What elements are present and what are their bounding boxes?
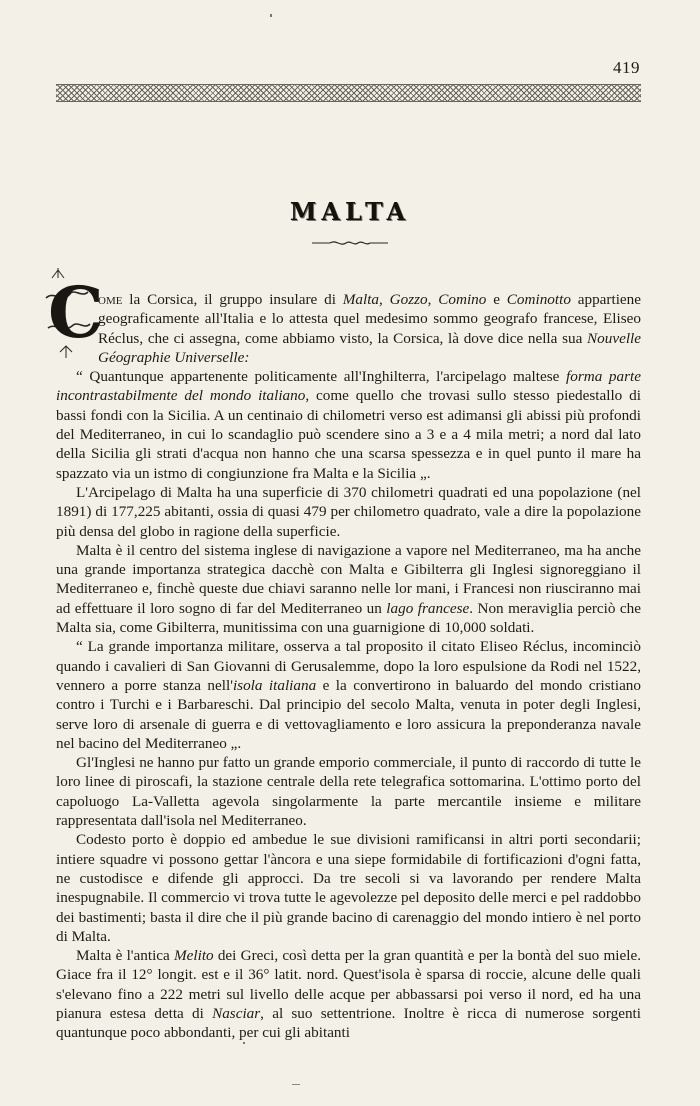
paragraph [56, 367, 641, 483]
text-run: “ Quantunque appartenente politicamente all'Inghilterra, l'arcipelago maltese [76, 368, 567, 386]
text-run: , [379, 291, 390, 308]
text-run: , come quello che trovasi sullo stesso piedestallo di bassi fondi con la Sicilia. A un centinaio di chilometri verso est adimansi gli abissi più profondi del Mediterraneo, in cui lo scandaglio può scendere sino a 3 e a 4 mila metri; a nord dal lato della Sicilia gli strati d'acqua non hanno che una scarsa spessezza e in quel punto il mare ha spazzato via un istmo di congiunzione fra Malta e la Sicilia „. [56, 387, 641, 482]
italic-text: lago francese [386, 599, 470, 617]
text-run: Malta è il centro del sistema inglese di navigazione a vapore nel Mediterraneo, ma ha anche una grande importanza strategica dacchè con Malta e Gibilterra gli Inglesi signoreggiano il Mediterraneo e, finchè queste due chiavi saranno nelle lor mani, i Francesi non riusciranno mai ad effettuare il loro sogno di far del Mediterraneo un [56, 541, 641, 617]
paragraph [56, 541, 641, 637]
text-run: la Corsica, il gruppo insulare di [122, 291, 343, 308]
paragraph [56, 637, 641, 753]
text-run: e [486, 291, 507, 308]
italic-text: Malta [342, 291, 380, 308]
chapter-title: MALTA [289, 197, 411, 226]
text-run: Malta è l'antica [76, 947, 174, 965]
italic-text: Cominotto [506, 291, 571, 308]
italic-text: Comino [438, 291, 487, 308]
page-number: 419 [613, 58, 640, 77]
italic-text: Nouvelle Géographie Universelle: [98, 329, 641, 366]
paragraph [56, 753, 641, 830]
drop-cap-letter: C [48, 271, 104, 354]
text-run: e la convertirono in baluardo del mondo cristiano contro i Turchi e i Barbareschi. Dal principio del secolo Malta, venuta in poter degli Inglesi, serve loro di arsenale di guerra e di vettovagliamento e loro assicura la preponderanza navale nel bacino del Mediterraneo „. [56, 676, 641, 752]
text-run: Codesto porto è doppio ed ambedue le sue divisioni ramificansi in altri porti secondarii; intiere squadre vi possono gettar l'àncora e una siepe formidabile di fortificazioni d'ogni fatta, ne custodisce e difende gli approcci. Da tre secoli si va lavorando per rendere Malta inespugnabile. Il commercio vi trova tutte le agevolezze pel deposito delle merci e pel raddobbo dei bastimenti; basta il dire che il più grande bacino di carenaggio del mondo intiero è nel porto di Malta. [56, 831, 641, 945]
title-flourish-ornament [310, 238, 390, 248]
paragraph [56, 830, 641, 946]
stray-mark [292, 1084, 300, 1085]
paragraph [56, 483, 641, 541]
paragraph [56, 946, 641, 1042]
italic-text: isola italiana [232, 676, 317, 694]
drop-cap-continuation: ome [98, 291, 123, 308]
text-run: L'Arcipelago di Malta ha una superficie di 370 chilometri quadrati ed una popolazione (nel 1891) di 177,225 abitanti, ossia di quasi 479 per chilometro quadrato, vale a dire la popolazione più densa del globo in ragione della superficie. [56, 483, 641, 540]
italic-text: Nasciar [212, 1004, 261, 1022]
italic-text: Melito [173, 947, 214, 965]
text-run: “ La grande importanza militare, osserva a tal proposito il citato Eliseo Réclus, incominciò quando i cavalieri di San Giovanni di Gerusalemme, dopo la loro espulsione da Rodi nel 1522, vennero a porre stanza nell' [56, 638, 641, 694]
body-text [56, 290, 641, 1043]
text-run: , [427, 291, 439, 308]
header-ornament-band [56, 84, 641, 102]
stray-mark [243, 1042, 245, 1044]
text-run: dei Greci, così detta per la gran quantità e per la bontà del suo miele. Giace fra il 12° longit. est e il 36° latit. nord. Quest'isola è sparsa di roccie, alcune delle quali s'elevano fino a 222 metri sul livello delle acque per abbassarsi poi verso il nord, ed ha una pianura estesa detta di [56, 947, 641, 1022]
text-run: . Non meraviglia perciò che Malta sia, come Gibilterra, munitissima con una guarnigione di 10,000 soldati. [56, 599, 641, 637]
text-run: Gl'Inglesi ne hanno pur fatto un grande emporio commerciale, il punto di raccordo di tutte le loro linee di piroscafi, la stazione centrale della rete telegrafica sottomarina. L'ottimo porto del capoluogo La-Valletta agevola singolarmente la parte mercantile insieme e militare rappresentata dall'isola nel Mediterraneo. [56, 754, 641, 830]
text-run: appartiene geograficamente all'Italia e lo attesta quel medesimo sommo geografo francese, Eliseo Réclus, che ci assegna, come abbiamo visto, la Corsica, là dove dice nella sua [98, 291, 641, 347]
stray-mark [270, 14, 272, 17]
italic-text: Gozzo [389, 291, 428, 308]
paragraph [56, 290, 641, 367]
italic-text: forma parte incontrastabilmente del mondo italiano [56, 368, 641, 405]
text-run: , al suo settentrione. Inoltre è ricca di numerose sorgenti quantunque poco abbondanti, per cui gli abitanti [56, 1004, 641, 1042]
